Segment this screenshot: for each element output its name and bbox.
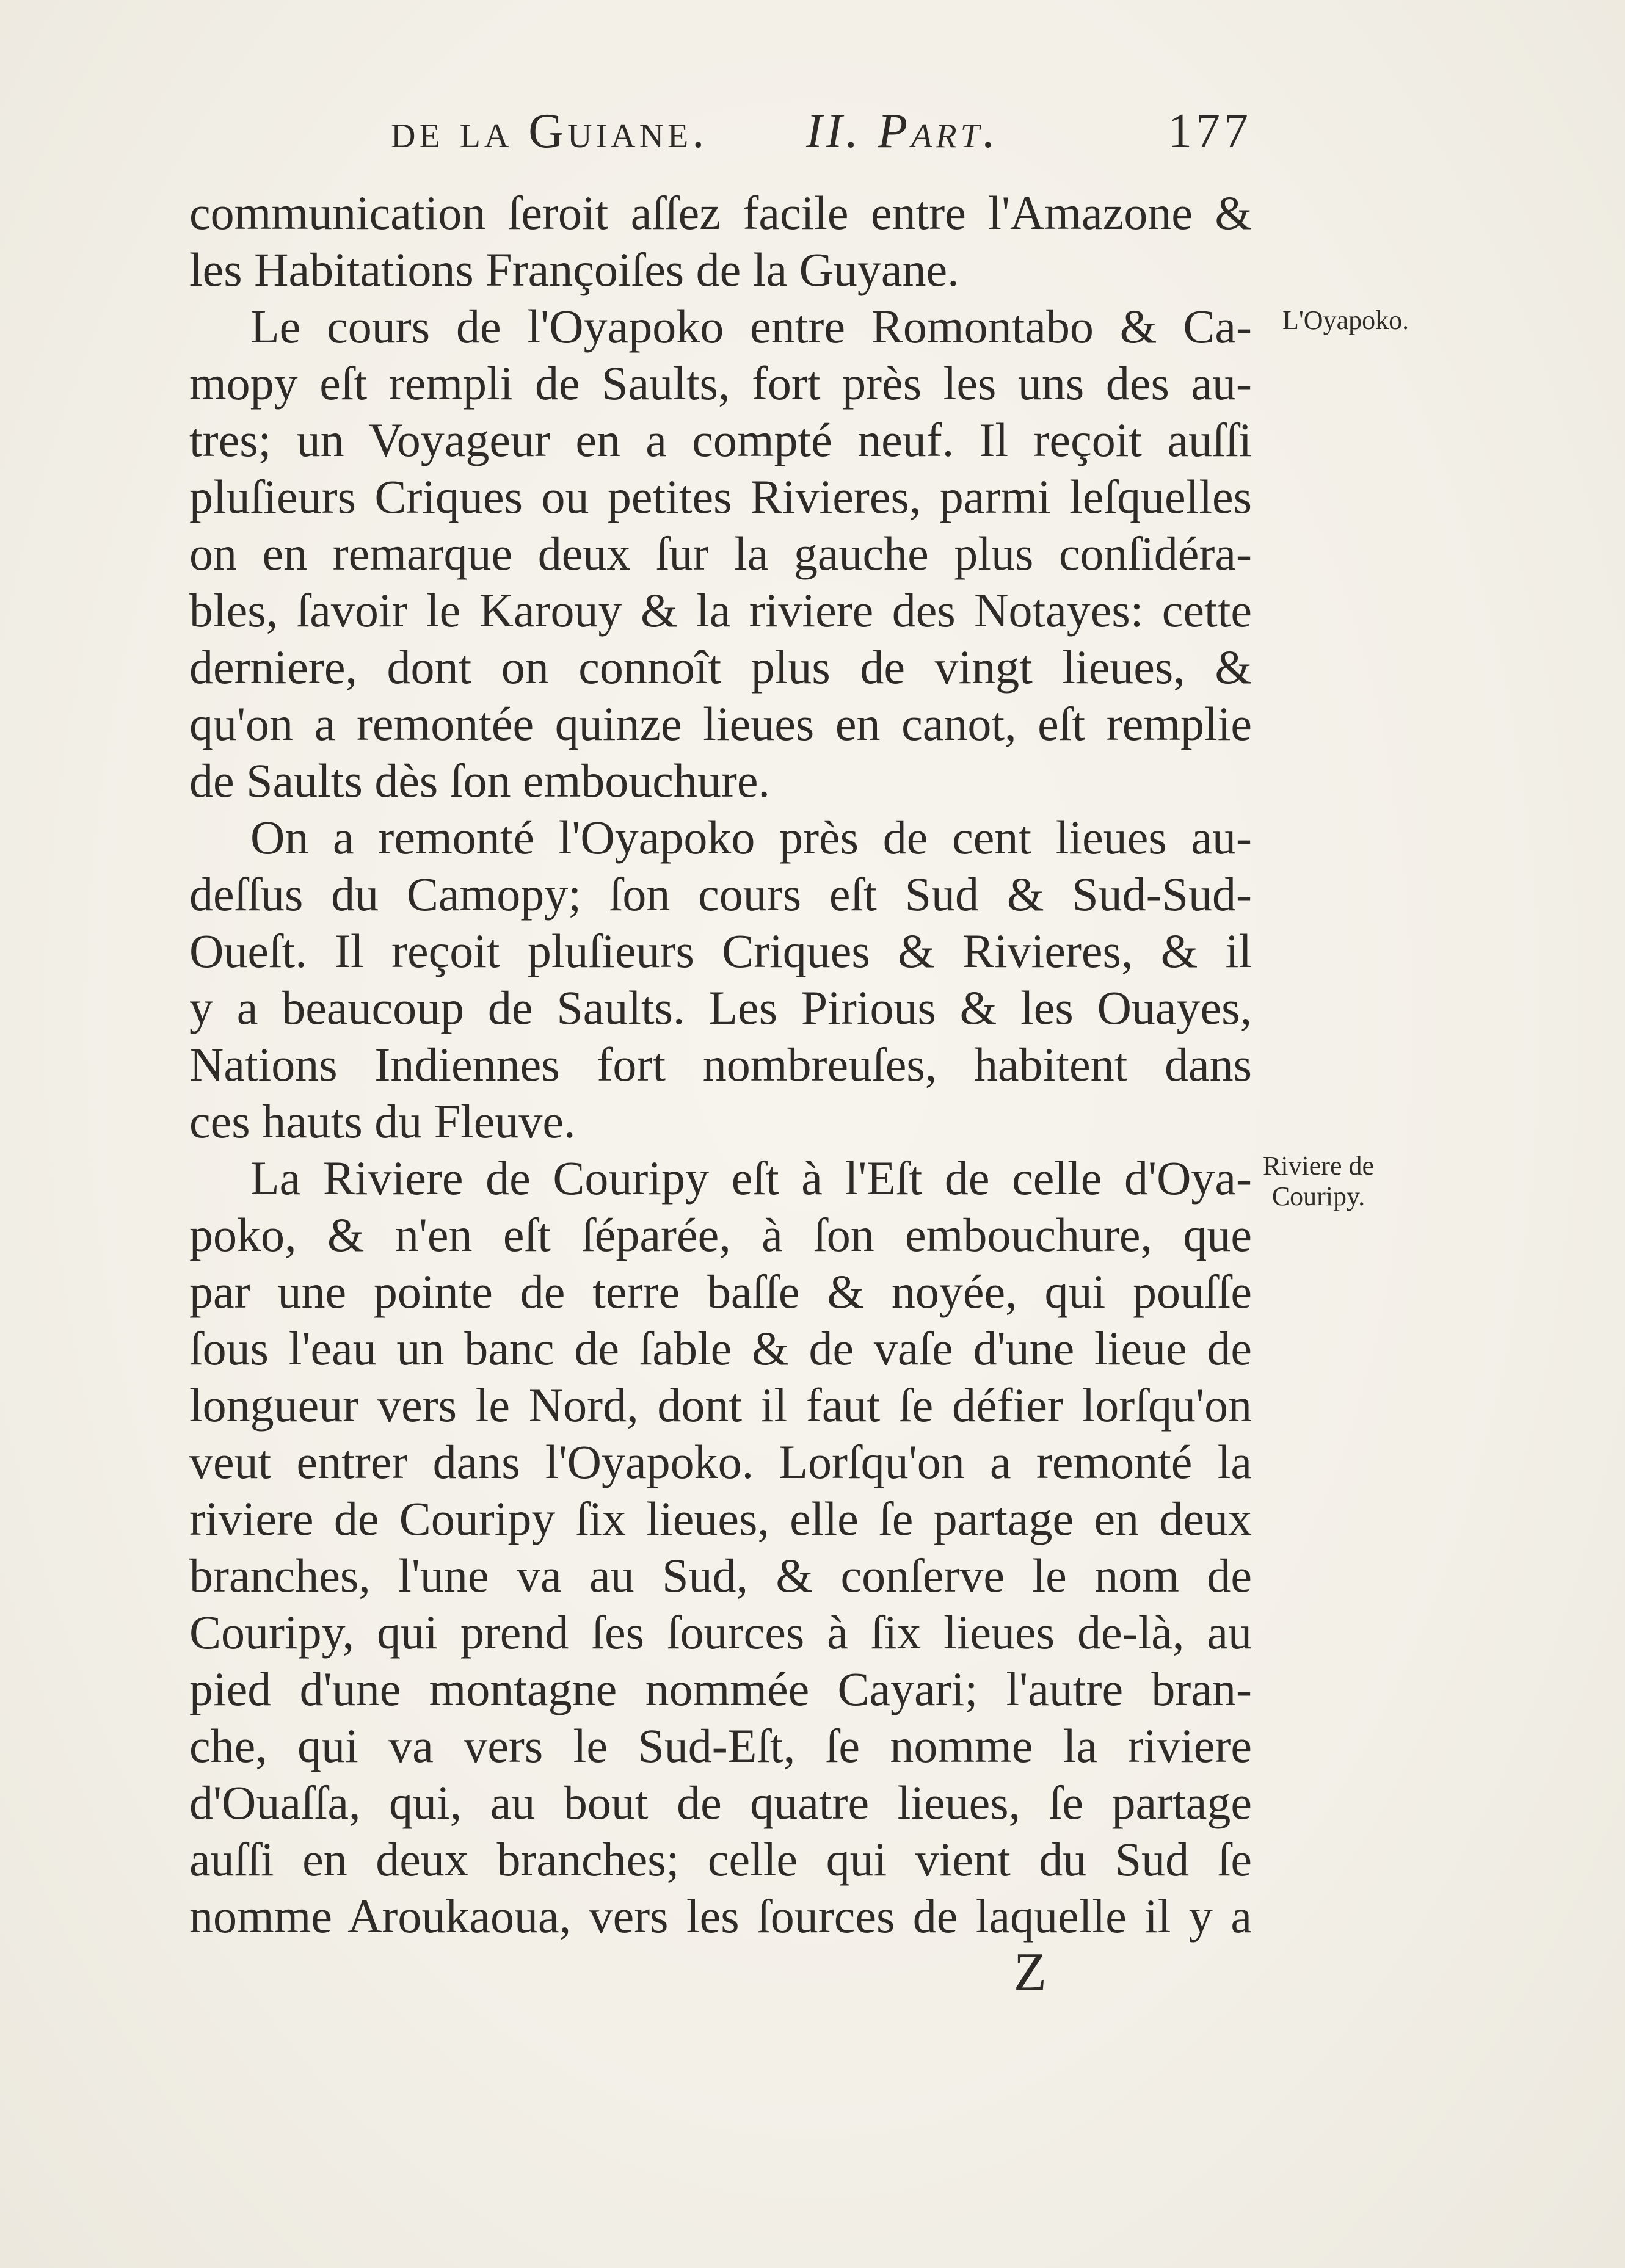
text-line: poko, & n'en eſt ſéparée, à ſon embouchure, que [189,1208,1252,1261]
text-line: ces hauts du Fleuve. [189,1095,576,1148]
text-line: Couripy, qui prend ſes ſources à ſix lieues de-là, au [189,1606,1252,1659]
text-line: pied d'une montagne nommée Cayari; l'autre bran- [189,1662,1252,1715]
text-line: longueur vers le Nord, dont il faut ſe défier lorſqu'on [189,1379,1252,1432]
page-number: 177 [1168,104,1252,158]
text-line: par une pointe de terre baſſe & noyée, qui pouſſe [189,1265,1252,1318]
text-line: deſſus du Camopy; ſon cours eſt Sud & Sud-Sud- [189,868,1252,921]
signature-mark: Z [1014,1943,1047,2002]
text-line: Oueſt. Il reçoit pluſieurs Criques & Rivieres, & il [189,924,1252,977]
text-line: bles, ſavoir le Karouy & la riviere des Notayes: cette [189,584,1252,637]
running-head [391,104,1252,171]
margin-note-line: Couripy. [1271,1181,1365,1211]
text-line: che, qui va vers le Sud-Eſt, ſe nomme la riviere [189,1719,1252,1772]
text-line: On a remonté l'Oyapoko près de cent lieues au- [250,811,1252,864]
text-line: nomme Aroukaoua, vers les ſources de laquelle il y a [189,1889,1252,1943]
margin-note-line: Riviere de [1263,1151,1375,1181]
margin-note-oyapoko [1282,305,1409,336]
text-line: on en remarque deux ſur la gauche plus conſidéra- [189,527,1252,580]
text-line: La Riviere de Couripy eſt à l'Eſt de celle d'Oya- [250,1151,1252,1205]
text-line: les Habitations Françoiſes de la Guyane. [189,243,959,296]
margin-note-couripy [1263,1151,1374,1212]
body-text [189,184,1252,1944]
text-line: veut entrer dans l'Oyapoko. Lorſqu'on a remonté la [189,1435,1252,1488]
text-line: mopy eſt rempli de Saults, fort près les uns des au- [189,357,1252,410]
text-line: pluſieurs Criques ou petites Rivieres, parmi leſquelles [189,470,1252,523]
text-line: riviere de Couripy ſix lieues, elle ſe partage en deux [189,1492,1252,1545]
text-line: de Saults dès ſon embouchure. [189,754,770,807]
text-line: derniere, dont on connoît plus de vingt lieues, & [189,640,1252,694]
margin-note-text: L'Oyapoko. [1282,305,1409,335]
text-line: communication ſeroit aſſez facile entre l'Amazone & [189,186,1252,239]
text-line: d'Ouaſſa, qui, au bout de quatre lieues, ſe partage [189,1776,1252,1829]
text-line: ſous l'eau un banc de ſable & de vaſe d'une lieue de [189,1322,1252,1375]
text-line: tres; un Voyageur en a compté neuf. Il reçoit auſſi [189,413,1252,466]
running-head-title: de la Guiane. [391,104,708,158]
text-line: branches, l'une va au Sud, & conſerve le nom de [189,1549,1252,1602]
text-line: qu'on a remontée quinze lieues en canot, eſt remplie [189,697,1252,750]
text-line: Le cours de l'Oyapoko entre Romontabo & Ca- [250,300,1252,353]
running-head-part: II. Part. [806,104,999,158]
text-line: auſſi en deux branches; celle qui vient du Sud ſe [189,1833,1252,1886]
text-line: y a beaucoup de Saults. Les Pirious & les Ouayes, [189,981,1252,1034]
text-line: Nations Indiennes fort nombreuſes, habitent dans [189,1038,1252,1091]
